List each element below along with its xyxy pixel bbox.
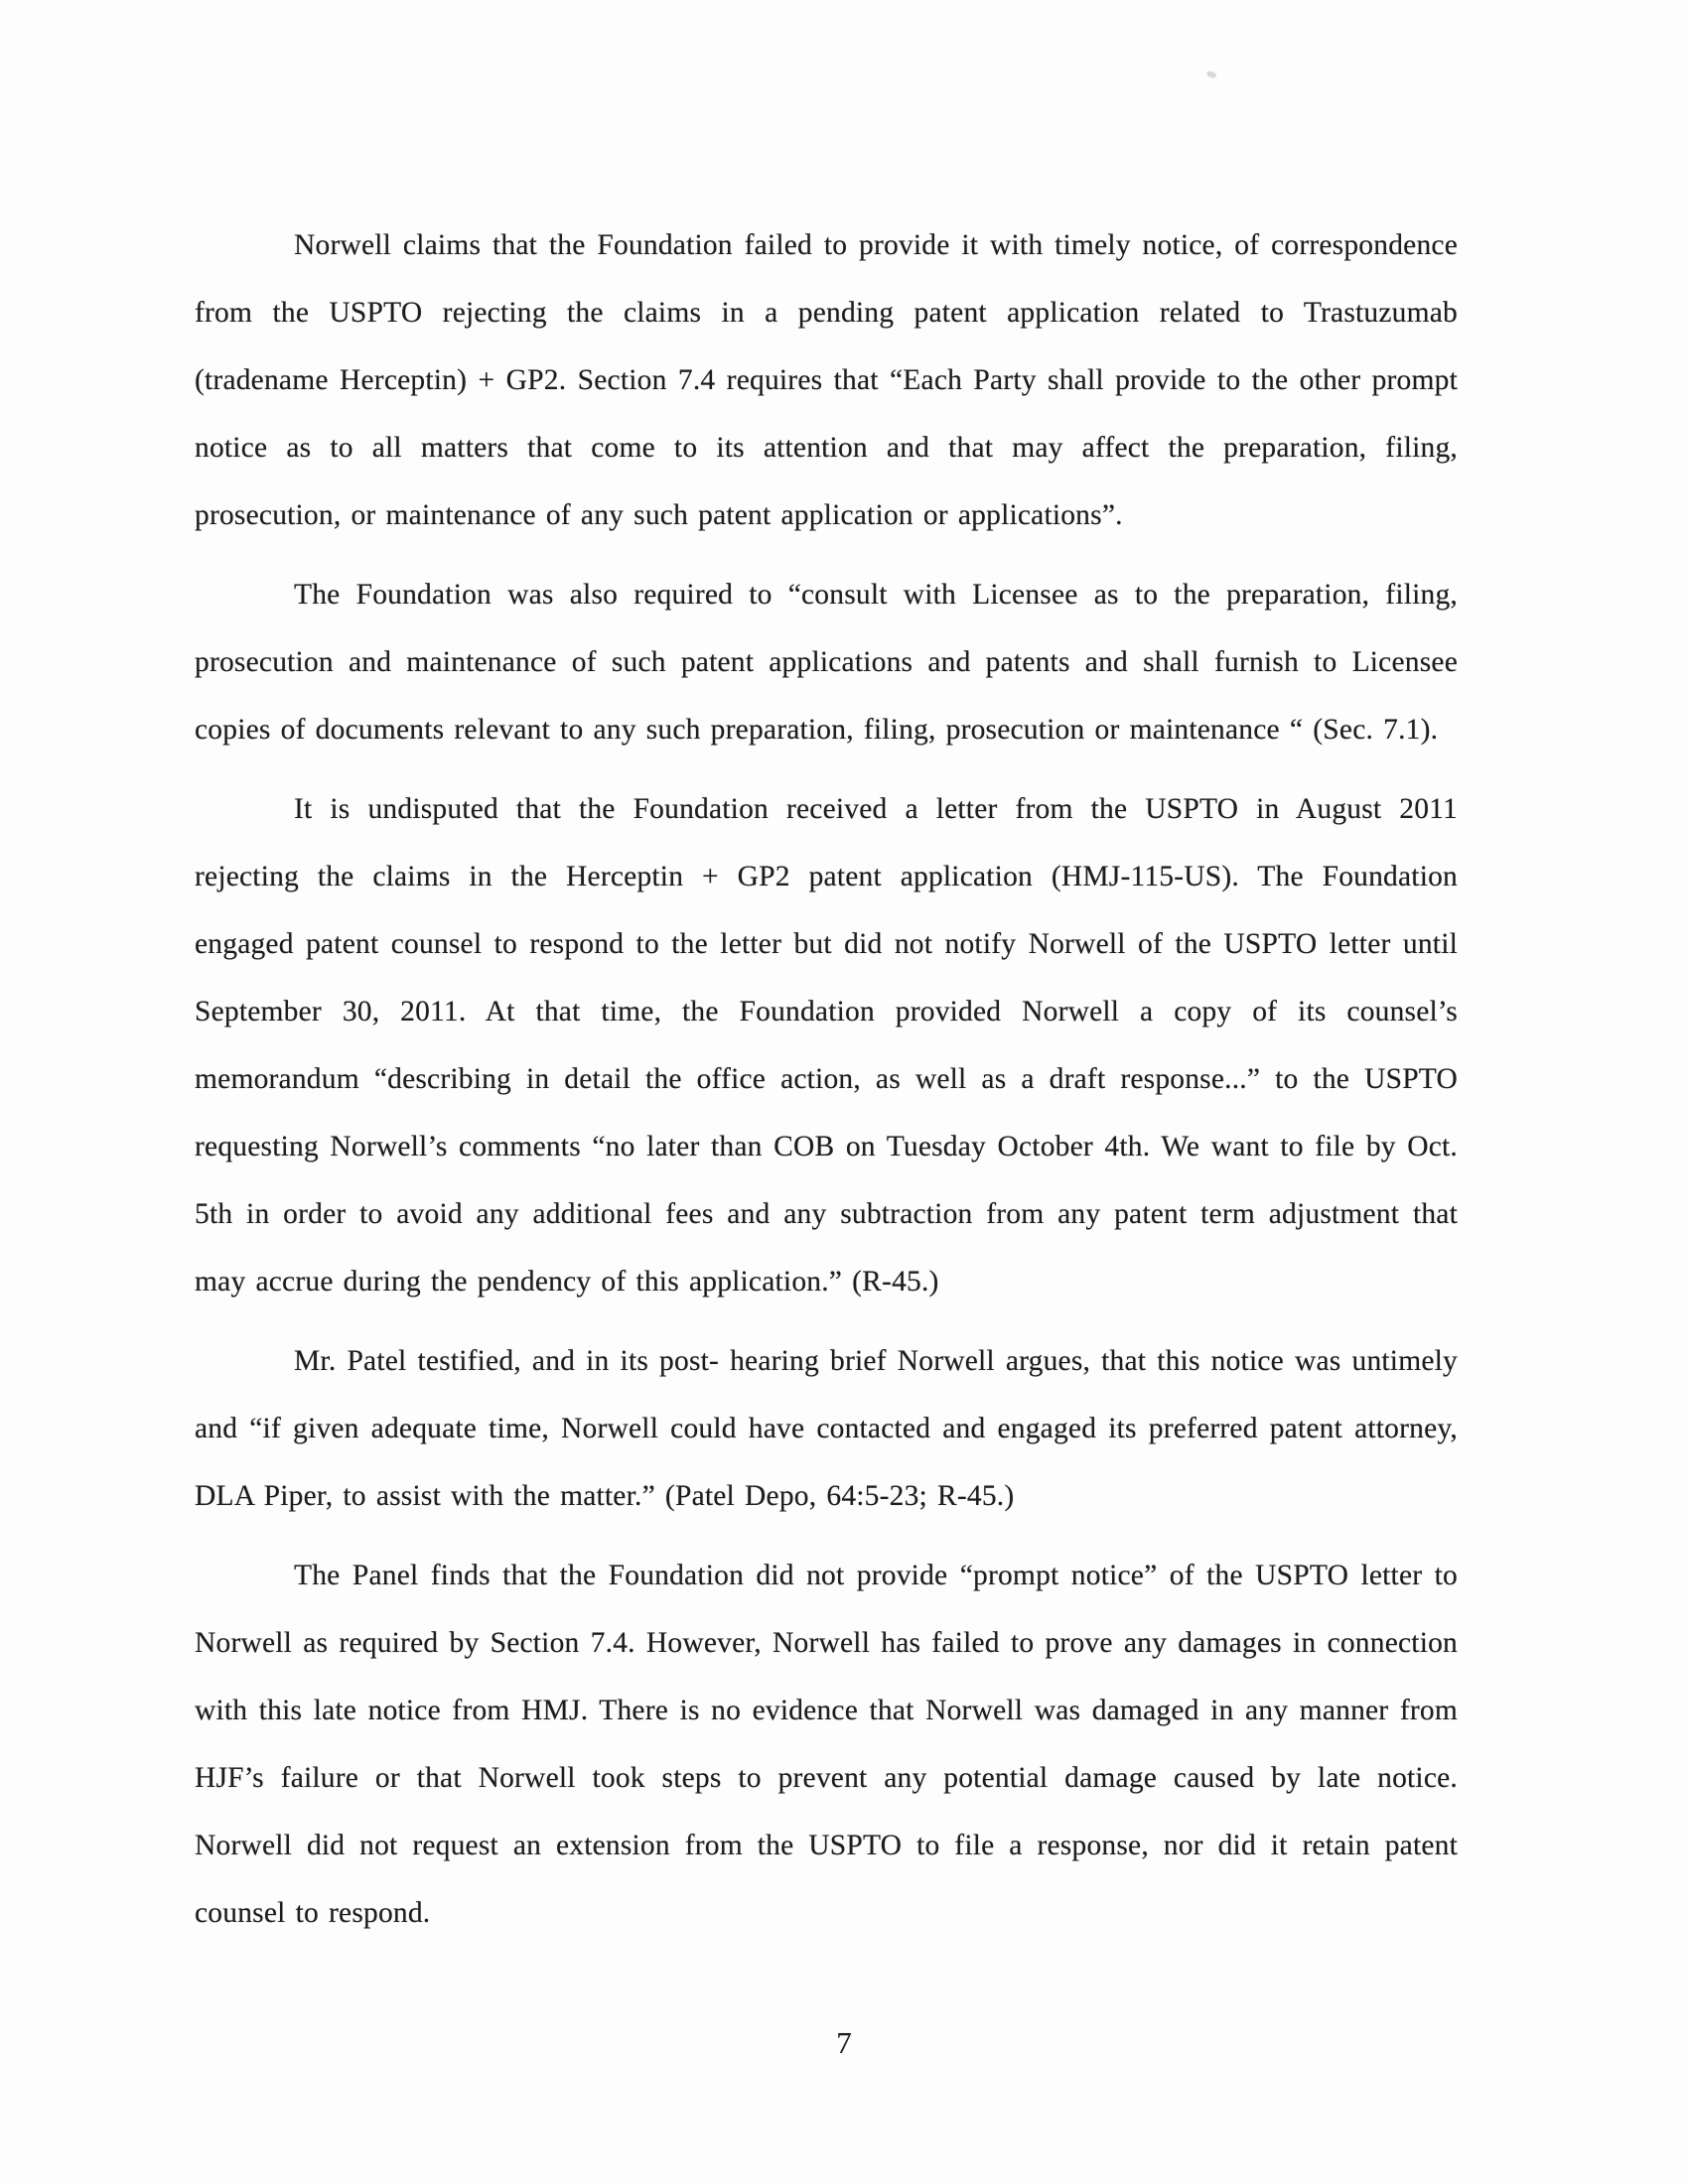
paragraph-undisputed-facts: It is undisputed that the Foundation received a letter from the USPTO in August 2011 rejecting the claims in the Herceptin + GP2 patent application (HMJ-115-US). The Foundation engaged patent counsel to respond to the letter but did not notify Norwell of the USPTO letter until September 30, 2011. At that time, the Foundation provided Norwell a copy of its counsel’s memorandum “describing in detail the office action, as well as a draft response...” to the USPTO requesting Norwell’s comments “no later than COB on Tuesday October 4th. We want to file by Oct. 5th in order to avoid any additional fees and any subtraction from any patent term adjustment that may accrue during the pendency of this application.” (R-45.) <box>195 793 1458 1297</box>
page-number: 7 <box>836 2025 852 2060</box>
document-body <box>195 211 1458 1947</box>
page-footer <box>0 2025 1688 2061</box>
paragraph-panel-finding: The Panel finds that the Foundation did not provide “prompt notice” of the USPTO letter to Norwell as required by Section 7.4. However, Norwell has failed to prove any damages in connection with this late notice from HMJ. There is no evidence that Norwell was damaged in any manner from HJF’s failure or that Norwell took steps to prevent any potential damage caused by late notice. Norwell did not request an extension from the USPTO to file a response, nor did it retain patent counsel to respond. <box>195 1560 1458 1929</box>
paragraph-consult-requirement: The Foundation was also required to “consult with Licensee as to the preparation, filing, prosecution and maintenance of such patent applications and patents and shall furnish to Licensee copies of documents relevant to any such preparation, filing, prosecution or maintenance “ (Sec. 7.1). <box>195 579 1458 746</box>
paragraph-notice-claim: Norwell claims that the Foundation failed to provide it with timely notice, of correspondence from the USPTO rejecting the claims in a pending patent application related to Trastuzumab (tradename Herceptin) + GP2. Section 7.4 requires that “Each Party shall provide to the other prompt notice as to all matters that come to its attention and that may affect the preparation, filing, prosecution, or maintenance of any such patent application or applications”. <box>195 229 1458 531</box>
paragraph-patel-testimony: Mr. Patel testified, and in its post- hearing brief Norwell argues, that this notice was untimely and “if given adequate time, Norwell could have contacted and engaged its preferred patent attorney, DLA Piper, to assist with the matter.” (Patel Depo, 64:5-23; R-45.) <box>195 1345 1458 1512</box>
scan-artifact <box>1205 69 1217 79</box>
